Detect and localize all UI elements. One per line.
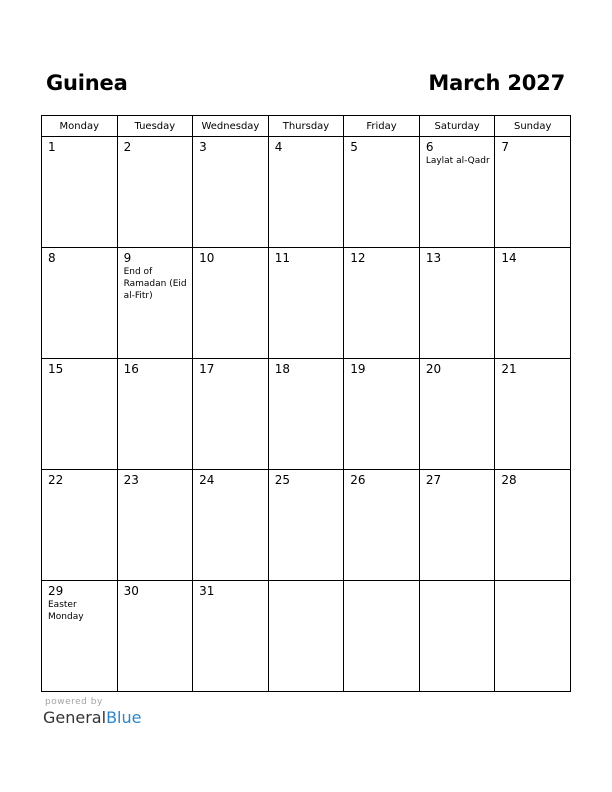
day-number: 28 bbox=[501, 473, 517, 487]
day-cell bbox=[419, 137, 495, 248]
day-number: 14 bbox=[501, 251, 517, 265]
day-cell bbox=[193, 359, 269, 470]
day-number: 7 bbox=[501, 140, 510, 154]
day-cell bbox=[495, 248, 571, 359]
day-number: 21 bbox=[501, 362, 517, 376]
day-cell bbox=[344, 248, 420, 359]
day-number: 4 bbox=[274, 140, 283, 154]
day-number: 9 bbox=[123, 251, 132, 265]
holiday-label: End of Ramadan (Eid al-Fitr) bbox=[123, 267, 187, 301]
day-cell bbox=[495, 581, 571, 692]
brand-blue: Blue bbox=[106, 708, 142, 727]
calendar-grid bbox=[41, 115, 571, 692]
day-cell bbox=[42, 137, 118, 248]
footer-branding bbox=[43, 697, 141, 727]
day-cell bbox=[268, 470, 344, 581]
weekday-header: Tuesday bbox=[117, 116, 193, 137]
day-number: 15 bbox=[48, 362, 64, 376]
day-cell bbox=[268, 248, 344, 359]
day-number: 29 bbox=[48, 584, 64, 598]
day-number: 8 bbox=[48, 251, 56, 265]
day-number: 19 bbox=[350, 362, 366, 376]
day-cell bbox=[419, 581, 495, 692]
day-number: 18 bbox=[274, 362, 290, 376]
day-number: 1 bbox=[48, 140, 56, 154]
day-cell bbox=[42, 470, 118, 581]
brand-general: General bbox=[43, 708, 107, 727]
powered-by-label: powered by bbox=[45, 697, 103, 707]
day-cell bbox=[268, 137, 344, 248]
day-number: 22 bbox=[48, 473, 64, 487]
day-cell bbox=[42, 359, 118, 470]
week-row bbox=[42, 248, 571, 359]
holiday-label: Laylat al-Qadr bbox=[425, 156, 490, 166]
day-cell bbox=[193, 137, 269, 248]
day-cell bbox=[495, 470, 571, 581]
country-title: Guinea bbox=[46, 71, 128, 95]
day-cell bbox=[344, 137, 420, 248]
day-number: 30 bbox=[123, 584, 139, 598]
day-cell bbox=[42, 581, 118, 692]
day-number: 13 bbox=[425, 251, 442, 265]
weekday-header: Friday bbox=[344, 116, 420, 137]
weekday-header: Sunday bbox=[495, 116, 571, 137]
day-cell bbox=[344, 359, 420, 470]
day-cell bbox=[193, 248, 269, 359]
day-number: 2 bbox=[123, 140, 132, 154]
day-number: 23 bbox=[123, 473, 139, 487]
day-cell bbox=[419, 248, 495, 359]
weekday-header: Wednesday bbox=[193, 116, 269, 137]
holiday-label: Easter Monday bbox=[48, 600, 84, 622]
day-number: 27 bbox=[425, 473, 442, 487]
day-number: 26 bbox=[350, 473, 366, 487]
day-number: 25 bbox=[274, 473, 290, 487]
week-row bbox=[42, 137, 571, 248]
day-number: 3 bbox=[199, 140, 207, 154]
day-cell bbox=[495, 359, 571, 470]
day-number: 31 bbox=[199, 584, 215, 598]
week-row bbox=[42, 470, 571, 581]
day-cell bbox=[344, 581, 420, 692]
day-cell bbox=[193, 581, 269, 692]
weekday-header: Saturday bbox=[419, 116, 495, 137]
day-cell bbox=[344, 470, 420, 581]
weekday-header: Monday bbox=[42, 116, 118, 137]
day-number: 6 bbox=[425, 140, 434, 154]
generalblue-logo[interactable] bbox=[43, 708, 141, 727]
weekday-header-row bbox=[42, 116, 571, 137]
day-cell bbox=[268, 359, 344, 470]
day-cell bbox=[117, 581, 193, 692]
day-cell bbox=[419, 359, 495, 470]
day-number: 16 bbox=[123, 362, 139, 376]
week-row bbox=[42, 359, 571, 470]
week-row bbox=[42, 581, 571, 692]
day-number: 10 bbox=[199, 251, 215, 265]
day-cell bbox=[193, 470, 269, 581]
day-cell bbox=[117, 248, 193, 359]
day-number: 17 bbox=[199, 362, 215, 376]
day-number: 24 bbox=[199, 473, 215, 487]
day-cell bbox=[268, 581, 344, 692]
day-number: 12 bbox=[350, 251, 366, 265]
day-number: 11 bbox=[274, 251, 290, 265]
day-cell bbox=[117, 137, 193, 248]
day-cell bbox=[495, 137, 571, 248]
day-number: 5 bbox=[350, 140, 358, 154]
month-year-title: March 2027 bbox=[428, 71, 565, 95]
day-cell bbox=[419, 470, 495, 581]
day-cell bbox=[117, 470, 193, 581]
day-cell bbox=[42, 248, 118, 359]
day-number: 20 bbox=[425, 362, 442, 376]
weekday-header: Thursday bbox=[268, 116, 344, 137]
day-cell bbox=[117, 359, 193, 470]
